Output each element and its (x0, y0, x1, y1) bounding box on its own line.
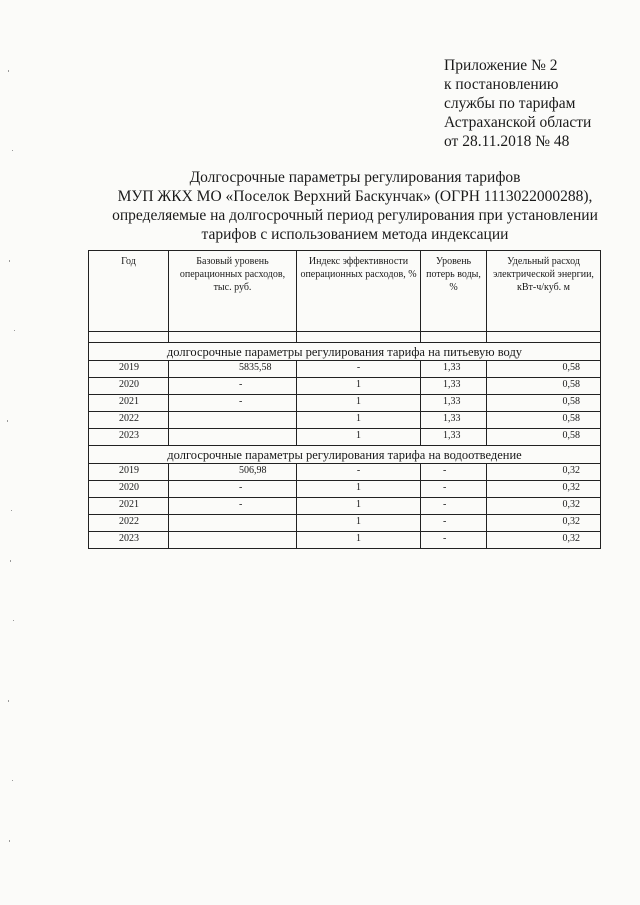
cell-electricity: 0,58 (487, 412, 601, 429)
cell-year: 2023 (89, 532, 169, 549)
cell-loss: 1,33 (421, 412, 487, 429)
table-row (89, 481, 601, 498)
tariff-parameters-table (88, 250, 601, 549)
cell-year: 2022 (89, 515, 169, 532)
section-title: долгосрочные параметры регулирования тарифа на питьевую воду (89, 343, 601, 361)
cell-year: 2019 (89, 361, 169, 378)
cell-index: 1 (297, 532, 421, 549)
cell-index: 1 (297, 429, 421, 446)
header-year: Год (89, 251, 169, 332)
table-row (89, 395, 601, 412)
cell-loss: - (421, 481, 487, 498)
cell-index: - (297, 361, 421, 378)
cell-electricity: 0,32 (487, 481, 601, 498)
header-electricity-rate: Удельный расход электрической энергии, кВт-ч/куб. м (487, 251, 601, 332)
cell-index: 1 (297, 378, 421, 395)
spacer-row (89, 332, 601, 343)
cell-base (169, 429, 297, 446)
cell-year: 2020 (89, 378, 169, 395)
cell-year: 2021 (89, 395, 169, 412)
header-water-loss: Уровень потерь воды, % (421, 251, 487, 332)
cell-index: 1 (297, 481, 421, 498)
appendix-line: к постановлению (444, 76, 559, 93)
table-row (89, 378, 601, 395)
title-line: Долгосрочные параметры регулирования тарифов (189, 169, 521, 186)
cell-index: 1 (297, 412, 421, 429)
section-title: долгосрочные параметры регулирования тарифа на водоотведение (89, 446, 601, 464)
appendix-line: от 28.11.2018 № 48 (444, 133, 570, 150)
cell-loss: 1,33 (421, 378, 487, 395)
header-base-opex: Базовый уровень операционных расходов, тыс. руб. (169, 251, 297, 332)
section-row-wastewater (89, 446, 601, 464)
cell-electricity: 0,32 (487, 464, 601, 481)
table-row (89, 532, 601, 549)
cell-base: - (169, 498, 297, 515)
cell-year: 2021 (89, 498, 169, 515)
appendix-line: Астраханской области (444, 114, 592, 131)
cell-base: - (169, 395, 297, 412)
title-line: МУП ЖКХ МО «Поселок Верхний Баскунчак» (ОГРН 1113022000288), (117, 188, 593, 205)
appendix-line: службы по тарифам (444, 95, 576, 112)
cell-index: 1 (297, 515, 421, 532)
cell-electricity: 0,58 (487, 395, 601, 412)
cell-base: 5835,58 (169, 361, 297, 378)
cell-base: - (169, 378, 297, 395)
cell-electricity: 0,58 (487, 361, 601, 378)
cell-loss: 1,33 (421, 395, 487, 412)
cell-loss: 1,33 (421, 429, 487, 446)
cell-index: 1 (297, 395, 421, 412)
cell-loss: - (421, 464, 487, 481)
cell-electricity: 0,32 (487, 515, 601, 532)
cell-year: 2023 (89, 429, 169, 446)
cell-electricity: 0,32 (487, 498, 601, 515)
appendix-block (444, 56, 591, 151)
table-row (89, 515, 601, 532)
cell-index: 1 (297, 498, 421, 515)
cell-loss: - (421, 515, 487, 532)
cell-base: 506,98 (169, 464, 297, 481)
cell-base: - (169, 481, 297, 498)
title-line: определяемые на долгосрочный период регулирования при установлении (112, 207, 598, 224)
header-efficiency-index: Индекс эффективности операционных расходов, % (297, 251, 421, 332)
cell-electricity: 0,58 (487, 378, 601, 395)
cell-year: 2020 (89, 481, 169, 498)
table-row (89, 498, 601, 515)
title-line: тарифов с использованием метода индексации (201, 226, 509, 243)
cell-electricity: 0,58 (487, 429, 601, 446)
cell-index: - (297, 464, 421, 481)
table-row (89, 361, 601, 378)
document-title (100, 168, 610, 244)
cell-loss: 1,33 (421, 361, 487, 378)
table-row (89, 429, 601, 446)
table-row (89, 412, 601, 429)
cell-loss: - (421, 532, 487, 549)
cell-year: 2019 (89, 464, 169, 481)
section-row-drinking-water (89, 343, 601, 361)
table-header-row (89, 251, 601, 332)
cell-base (169, 515, 297, 532)
cell-year: 2022 (89, 412, 169, 429)
cell-electricity: 0,32 (487, 532, 601, 549)
cell-loss: - (421, 498, 487, 515)
appendix-line: Приложение № 2 (444, 57, 558, 74)
cell-base (169, 412, 297, 429)
table-row (89, 464, 601, 481)
cell-base (169, 532, 297, 549)
scan-edge-marks (0, 0, 20, 905)
